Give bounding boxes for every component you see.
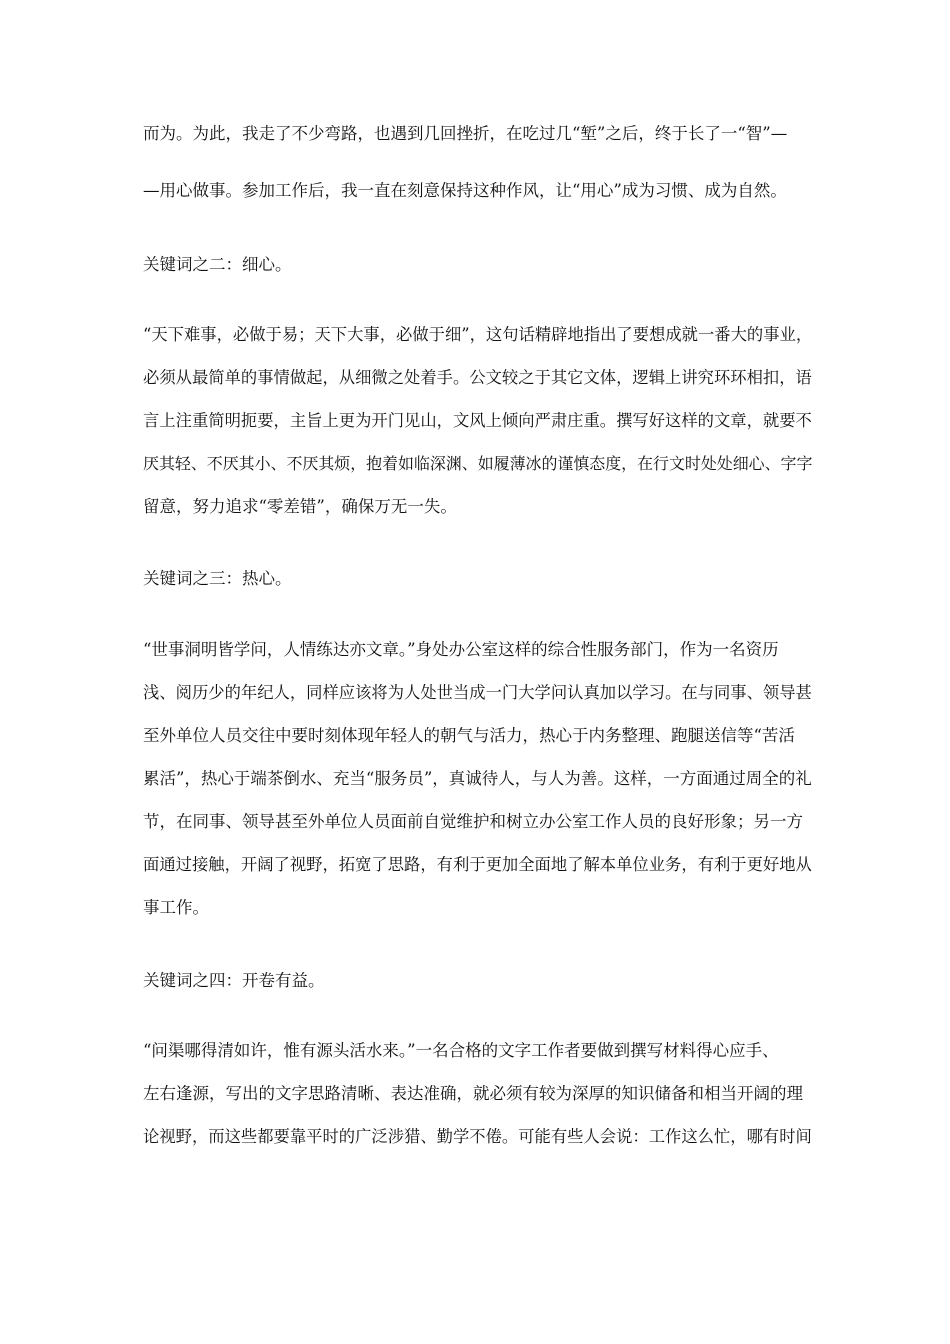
text-line: 论视野，而这些都要靠平时的广泛涉猎、勤学不倦。可能有些人会说：工作这么忙，哪有时间 [143,1127,812,1146]
text-line: “天下难事，必做于易；天下大事，必做于细”，这句话精辟地指出了要想成就一番大的事业， [143,325,813,344]
text-line: 左右逢源，写出的文字思路清晰、表达准确，就必须有较为深厚的知识储备和相当开阔的理 [143,1084,803,1103]
paragraph-intro [143,114,813,211]
text-line: 浅、阅历少的年纪人，同样应该将为人处世当成一门大学问认真加以学习。在与同事、领导甚 [143,683,812,702]
keyword-heading-2 [143,245,813,285]
paragraph-careful [143,315,813,527]
text-line: 面通过接触，开阔了视野，拓宽了思路，有利于更加全面地了解本单位业务，有利于更好地从 [143,855,812,874]
text-line: 事工作。 [143,898,209,917]
paragraph-warmhearted [143,630,813,928]
text-line: 节，在同事、领导甚至外单位人员面前自觉维护和树立办公室工作人员的良好形象；另一方 [143,812,803,831]
text-line: —用心做事。参加工作后，我一直在刻意保持这种作风，让“用心”成为习惯、成为自然。 [143,181,787,200]
text-line: 厌其轻、不厌其小、不厌其烦，抱着如临深渊、如履薄冰的谨慎态度，在行文时处处细心、字字 [143,454,813,473]
paragraph-reading [143,1031,813,1157]
text-line: 必须从最简单的事情做起，从细微之处着手。公文较之于其它文体，逻辑上讲究环环相扣，语 [143,368,812,387]
text-line: 至外单位人员交往中要时刻体现年轻人的朝气与活力，热心于内务整理、跑腿送信等“苦活 [143,726,795,745]
heading-text: 关键词之三：热心。 [143,569,292,588]
keyword-heading-4 [143,961,813,1001]
text-line: “世事洞明皆学问，人情练达亦文章。”身处办公室这样的综合性服务部门，作为一名资历 [143,640,779,659]
keyword-heading-3 [143,559,813,599]
heading-text: 关键词之四：开卷有益。 [143,971,325,990]
text-line: “问渠哪得清如许，惟有源头活水来。”一名合格的文字工作者要做到撰写材料得心应手、 [143,1041,779,1060]
text-line: 留意，努力追求“零差错”，确保万无一失。 [143,497,457,516]
body-text [143,114,813,1157]
text-line: 言上注重简明扼要，主旨上更为开门见山，文风上倾向严肃庄重。撰写好这样的文章，就要不 [143,411,812,430]
text-line: 累活”，热心于端茶倒水、充当“服务员”，真诚待人，与人为善。这样，一方面通过周全的礼 [143,769,812,788]
heading-text: 关键词之二：细心。 [143,255,292,274]
text-line: 而为。为此，我走了不少弯路，也遇到几回挫折，在吃过几“堑”之后，终于长了一“智”— [143,124,788,143]
